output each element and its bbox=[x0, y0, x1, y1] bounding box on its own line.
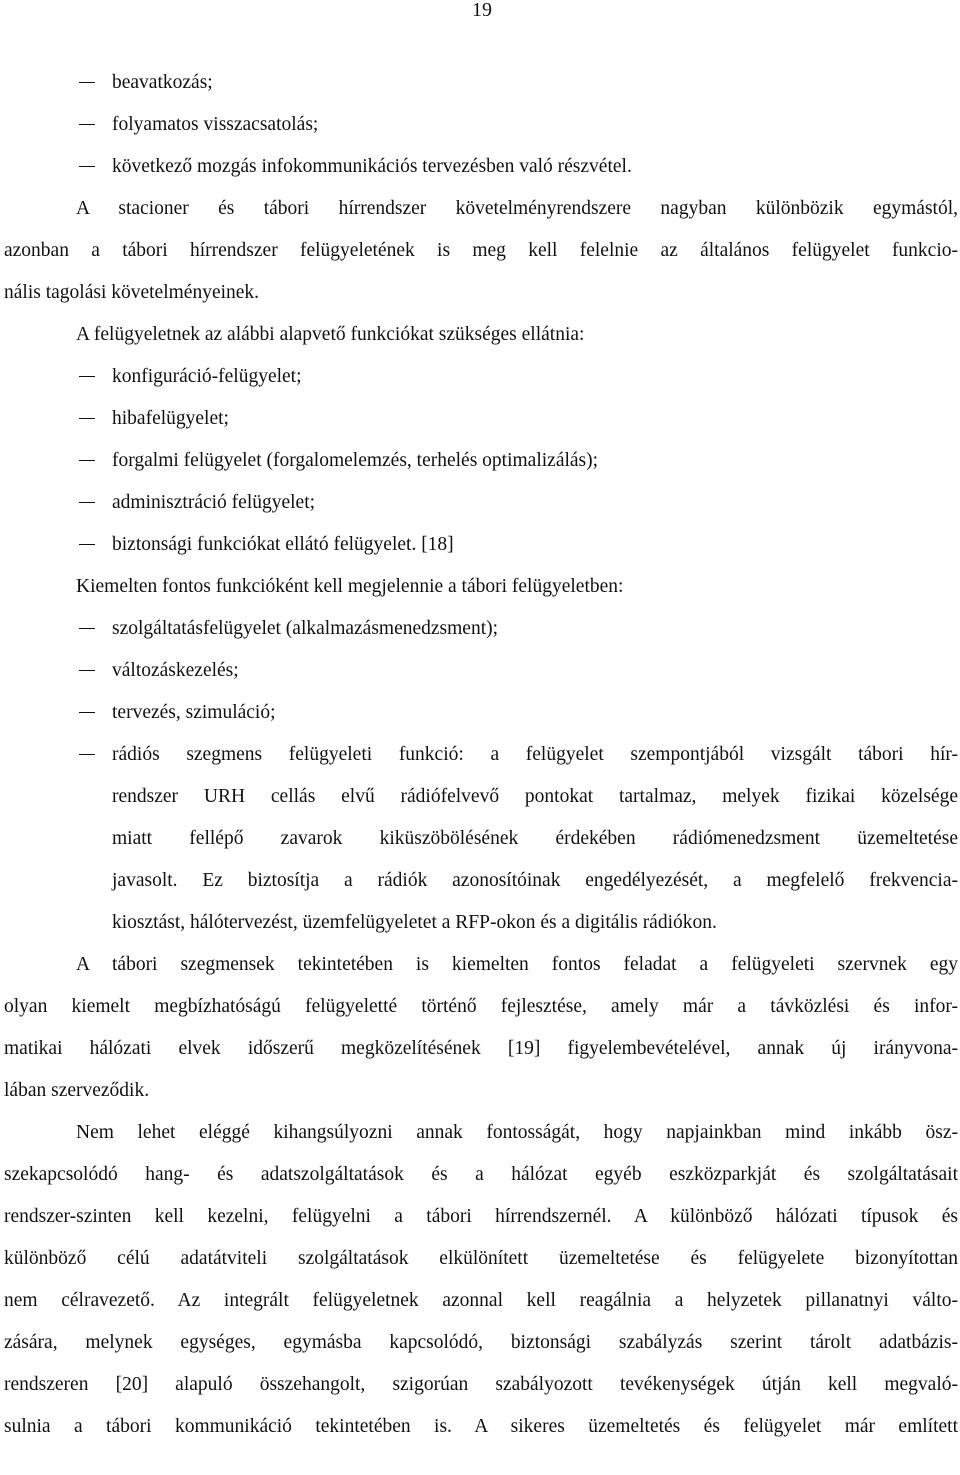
line-text: forgalmi felügyelet (forgalomelemzés, terhelés optimalizálás); bbox=[112, 450, 599, 471]
line-text: A tábori szegmensek tekintetében is kiemelten fontos feladat a felügyeleti szervnek egy bbox=[76, 954, 958, 975]
list-item-continuation bbox=[4, 902, 958, 944]
page-number: 19 bbox=[472, 0, 492, 21]
line-text: különböző célú adatátviteli szolgáltatások elkülönített üzemeltetése és felügyelete bizonyítottan bbox=[4, 1248, 958, 1269]
line-text: azonban a tábori hírrendszer felügyeletének is meg kell felelnie az általános felügyelet funkcio- bbox=[4, 240, 958, 261]
list-item-continuation bbox=[4, 776, 958, 818]
line-text: A stacioner és tábori hírrendszer követelményrendszere nagyban különbözik egymástól, bbox=[76, 198, 958, 219]
dash-bullet-icon bbox=[79, 82, 95, 83]
list-item bbox=[4, 104, 958, 146]
line-text: nem célravezető. Az integrált felügyeletnek azonnal kell reagálnia a helyzetek pillanatnyi válto- bbox=[4, 1290, 958, 1311]
line-text: szekapcsolódó hang- és adatszolgáltatások és a hálózat egyéb eszközparkját és szolgáltatásait bbox=[4, 1164, 958, 1185]
line-text: beavatkozás; bbox=[112, 72, 213, 93]
line-text: rádiós szegmens felügyeleti funkció: a felügyelet szempontjából vizsgált tábori hír- bbox=[112, 744, 958, 765]
paragraph-line bbox=[4, 1364, 958, 1406]
paragraph-line bbox=[4, 230, 958, 272]
paragraph-line bbox=[4, 1028, 958, 1070]
dash-bullet-icon bbox=[79, 754, 95, 755]
line-text: A felügyeletnek az alábbi alapvető funkciókat szükséges ellátnia: bbox=[76, 324, 585, 345]
paragraph-first-line bbox=[4, 188, 958, 230]
line-text: zására, melynek egységes, egymásba kapcsolódó, biztonsági szabályzás szerint tárolt adatbázis- bbox=[4, 1332, 958, 1353]
line-text: tervezés, szimuláció; bbox=[112, 702, 276, 723]
line-text: Kiemelten fontos funkcióként kell megjelennie a tábori felügyeletben: bbox=[76, 576, 624, 597]
paragraph-line bbox=[4, 1196, 958, 1238]
dash-bullet-icon bbox=[79, 670, 95, 671]
line-text: lában szerveződik. bbox=[4, 1080, 150, 1101]
line-text: rendszeren [20] alapuló összehangolt, szigorúan szabályozott tevékenységek útján kell megvaló- bbox=[4, 1374, 958, 1395]
dash-bullet-icon bbox=[79, 628, 95, 629]
dash-bullet-icon bbox=[79, 166, 95, 167]
list-item bbox=[4, 356, 958, 398]
dash-bullet-icon bbox=[79, 460, 95, 461]
dash-bullet-icon bbox=[79, 544, 95, 545]
line-text: javasolt. Ez biztosítja a rádiók azonosítóinak engedélyezését, a megfelelő frekvencia- bbox=[112, 870, 958, 891]
paragraph-line bbox=[4, 1154, 958, 1196]
line-text: következő mozgás infokommunikációs tervezésben való részvétel. bbox=[112, 156, 632, 177]
line-text: változáskezelés; bbox=[112, 660, 239, 681]
line-text: adminisztráció felügyelet; bbox=[112, 492, 316, 513]
paragraph-first-line bbox=[4, 566, 958, 608]
line-text: matikai hálózati elvek időszerű megközelítésének [19] figyelembevételével, annak új irányvona- bbox=[4, 1038, 958, 1059]
paragraph-first-line bbox=[4, 944, 958, 986]
list-item bbox=[4, 524, 958, 566]
paragraph-line bbox=[4, 1238, 958, 1280]
paragraph-line bbox=[4, 1070, 958, 1112]
line-text: szolgáltatásfelügyelet (alkalmazásmenedzsment); bbox=[112, 618, 499, 639]
list-item bbox=[4, 440, 958, 482]
line-text: nális tagolási követelményeinek. bbox=[4, 282, 260, 303]
dash-bullet-icon bbox=[79, 124, 95, 125]
list-item-continuation bbox=[4, 818, 958, 860]
list-item bbox=[4, 398, 958, 440]
list-item bbox=[4, 482, 958, 524]
paragraph-first-line bbox=[4, 1112, 958, 1154]
line-text: folyamatos visszacsatolás; bbox=[112, 114, 319, 135]
line-text: sulnia a tábori kommunikáció tekintetében is. A sikeres üzemeltetés és felügyelet már említett bbox=[4, 1416, 958, 1437]
dash-bullet-icon bbox=[79, 376, 95, 377]
document-body bbox=[4, 62, 958, 1448]
list-item bbox=[4, 146, 958, 188]
dash-bullet-icon bbox=[79, 418, 95, 419]
line-text: olyan kiemelt megbízhatóságú felügyeletté történő fejlesztése, amely már a távközlési és infor- bbox=[4, 996, 958, 1017]
line-text: Nem lehet eléggé kihangsúlyozni annak fontosságát, hogy napjainkban mind inkább ösz- bbox=[76, 1122, 958, 1143]
paragraph-first-line bbox=[4, 314, 958, 356]
line-text: kiosztást, hálótervezést, üzemfelügyeletet a RFP-okon és a digitális rádiókon. bbox=[112, 912, 717, 933]
paragraph-line bbox=[4, 272, 958, 314]
list-item bbox=[4, 734, 958, 776]
list-item bbox=[4, 692, 958, 734]
paragraph-line bbox=[4, 1406, 958, 1448]
line-text: konfiguráció-felügyelet; bbox=[112, 366, 302, 387]
line-text: rendszer URH cellás elvű rádiófelvevő pontokat tartalmaz, melyek fizikai közelsége bbox=[112, 786, 958, 807]
paragraph-line bbox=[4, 986, 958, 1028]
list-item bbox=[4, 650, 958, 692]
list-item-continuation bbox=[4, 860, 958, 902]
line-text: biztonsági funkciókat ellátó felügyelet. [18] bbox=[112, 534, 454, 555]
dash-bullet-icon bbox=[79, 712, 95, 713]
paragraph-line bbox=[4, 1280, 958, 1322]
list-item bbox=[4, 608, 958, 650]
paragraph-line bbox=[4, 1322, 958, 1364]
line-text: miatt fellépő zavarok kiküszöbölésének érdekében rádiómenedzsment üzemeltetése bbox=[112, 828, 958, 849]
list-item bbox=[4, 62, 958, 104]
line-text: hibafelügyelet; bbox=[112, 408, 229, 429]
dash-bullet-icon bbox=[79, 502, 95, 503]
line-text: rendszer-szinten kell kezelni, felügyelni a tábori hírrendszernél. A különböző hálózati típusok és bbox=[4, 1206, 958, 1227]
